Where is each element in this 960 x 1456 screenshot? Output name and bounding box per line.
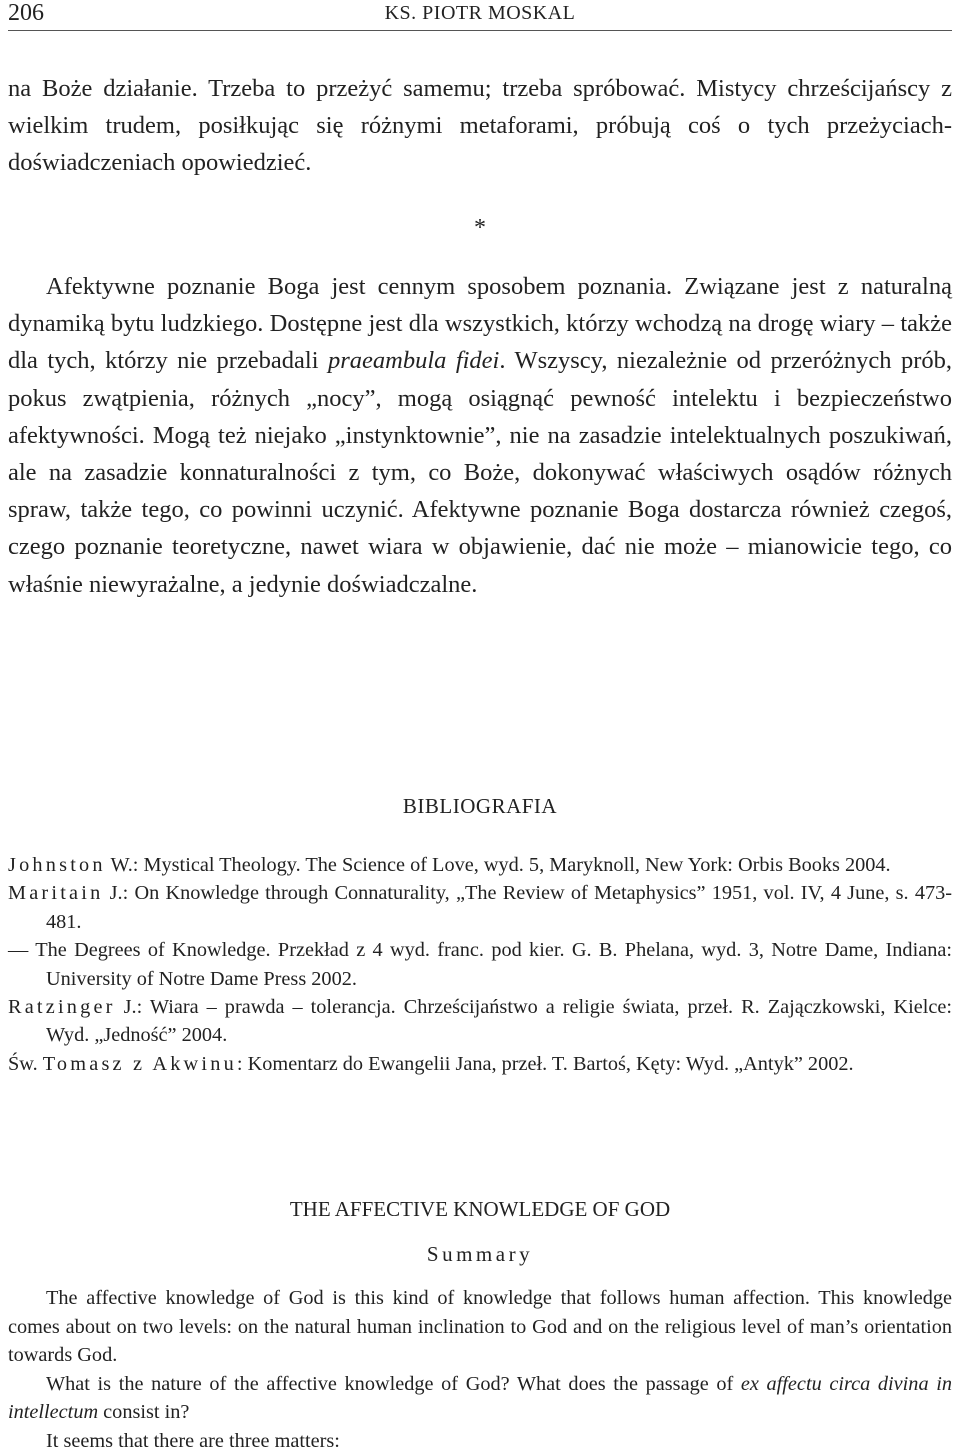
summary-paragraph-3: It seems that there are three matters:: [46, 1429, 340, 1452]
summary-paragraph-2-text-a: What is the nature of the affective knowledge of God? What does the passage of: [46, 1372, 741, 1395]
section-separator: *: [474, 215, 486, 241]
bibliography-author: Maritain: [8, 882, 104, 905]
summary-paragraph-2: [8, 1370, 952, 1427]
summary-latin-phrase: ex affectu circa divina in intellectum: [8, 1372, 952, 1424]
bibliography-entry: [8, 936, 952, 993]
bibliography-details: J.: On Knowledge through Connaturality, „The Review of Metaphysics” 1951, vol. IV, 4 June, s. 473-481.: [46, 882, 952, 933]
running-head: KS. PIOTR MOSKAL: [384, 2, 576, 24]
bibliography-details: J.: Wiara – prawda – tolerancja. Chrześcijaństwo a religie świata, przeł. R. Zajączkowski, Kielce: Wyd. „Jedność” 2004.: [46, 996, 952, 1047]
bibliography-list: [8, 851, 952, 1078]
bibliography-details: W.: Mystical Theology. The Science of Love, wyd. 5, Maryknoll, New York: Orbis Books 2004.: [105, 854, 891, 876]
summary-title: THE AFFECTIVE KNOWLEDGE OF GOD: [289, 1197, 671, 1221]
body-paragraph-2: [8, 268, 952, 603]
summary-paragraph-2-text-b: consist in?: [98, 1401, 190, 1424]
bibliography-details: The Degrees of Knowledge. Przekład z 4 wyd. franc. pod kier. G. B. Phelana, wyd. 3, Notre Dame, Indiana: University of Notre Dame Press 2002.: [28, 939, 952, 990]
bibliography-details: : Komentarz do Ewangelii Jana, przeł. T. Bartoś, Kęty: Wyd. „Antyk” 2002.: [236, 1052, 854, 1075]
body-paragraph-1: na Boże działanie. Trzeba to przeżyć samemu; trzeba spróbować. Mistycy chrześcijańscy z wielkim trudem, posiłkując się różnymi metaforami, próbują coś o tych przeżyciach-doświadczeniach opowiedzieć.: [8, 75, 952, 177]
bibliography-title: BIBLIOGRAFIA: [402, 794, 558, 818]
bibliography-entry: [8, 879, 952, 936]
summary-paragraph-1: The affective knowledge of God is this kind of knowledge that follows human affection. This knowledge comes about on two levels: on the natural human inclination to God and on the religious level of man’s orientation towards God.: [8, 1287, 952, 1367]
bibliography-author: Ratzinger: [8, 996, 116, 1019]
paragraph-2-latin-phrase: praeambula fidei: [327, 347, 500, 375]
bibliography-author: Tomasz z Akwinu: [42, 1052, 237, 1075]
bibliography-prefix: Św.: [8, 1052, 43, 1075]
page-number: 206: [8, 0, 44, 26]
bibliography-entry: [8, 1050, 952, 1078]
bibliography-author: Johnston: [8, 854, 106, 876]
bibliography-ditto-dash: —: [8, 939, 29, 962]
summary-body: [8, 1284, 952, 1456]
paragraph-2-text-b: . Wszyscy, niezależnie od przeróżnych prób, pokus zwątpienia, różnych „nocy”, mogą osiągnąć pewność intelektu i bezpieczeństwo afektywności. Mogą też niejako „instynktownie”, nie na zasadzie intelektualnych poszukiwań, ale na zasadzie konnaturalności z tym, co Boże, dokonywać właściwych osądów różnych spraw, także tego, co powinni uczynić. Afektywne poznanie Boga dostarcza również czegoś, czego poznanie teoretyczne, nawet wiara w objawienie, dać nie może – mianowicie tego, co właśnie niewyrażalne, a jedynie doświadczalne.: [8, 347, 952, 598]
bibliography-entry: [8, 993, 952, 1050]
paragraph-2-text-a: Afektywne poznanie Boga jest cennym sposobem poznania. Związane jest z naturalną dynamiką bytu ludzkiego. Dostępne jest dla wszystkich, którzy wchodzą na drogę wiary – także dla tych, którzy nie przebadali: [8, 273, 952, 375]
bibliography-entry: [8, 851, 952, 879]
page-header: [8, 0, 952, 31]
summary-label: Summary: [426, 1242, 534, 1266]
